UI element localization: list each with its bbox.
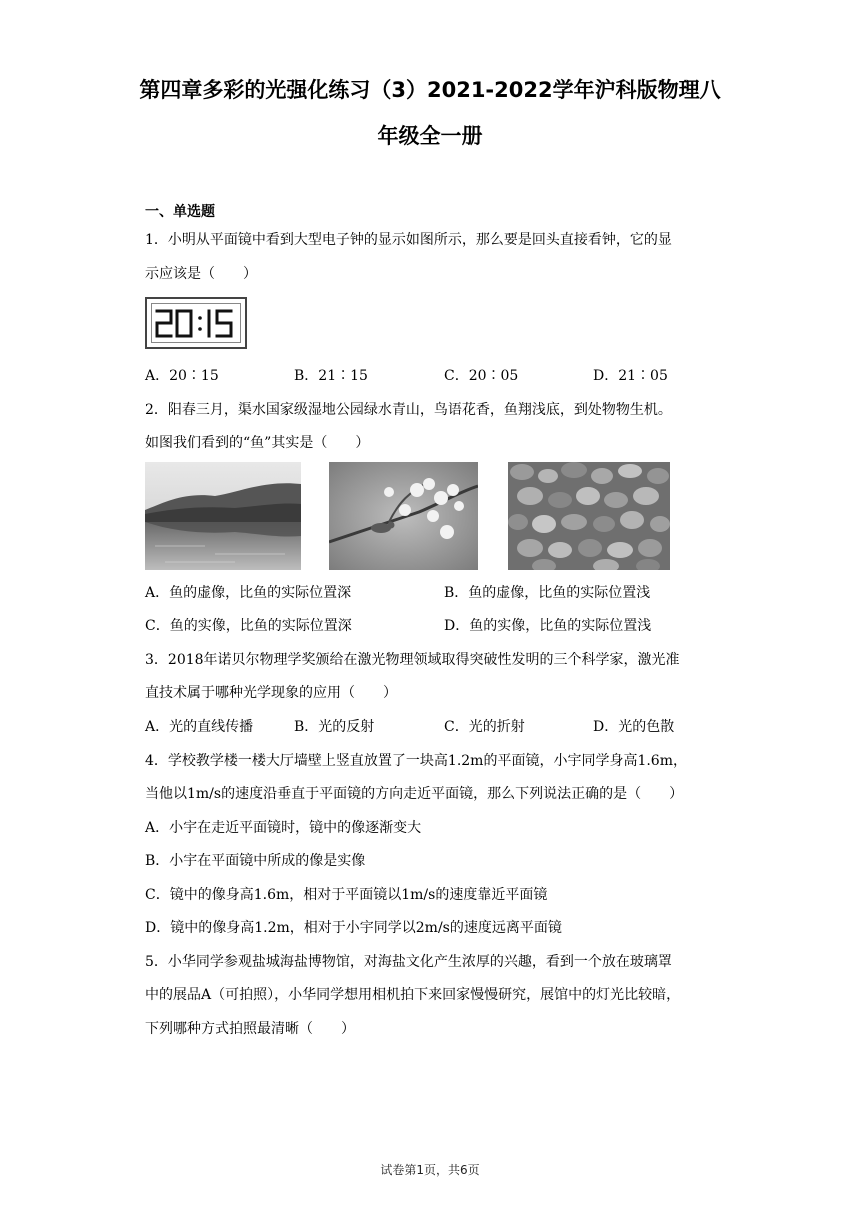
q4-option-b: B．小宇在平面镜中所成的像是实像 (145, 853, 366, 869)
section-heading: 一、单选题 (145, 204, 215, 220)
q2-option-c: C．鱼的实像，比鱼的实际位置深 (145, 618, 352, 634)
q4-stem-line2: 当他以1m/s的速度沿垂直于平面镜的方向走近平面镜，那么下列说法正确的是（ ） (145, 786, 684, 802)
q2-stem-line1: 2．阳春三月，渠水国家级湿地公园绿水青山，鸟语花香，鱼翔浅底，到处物物生机。 (145, 402, 672, 418)
q3-option-d: D．光的色散 (593, 719, 675, 735)
q2-option-d: D．鱼的实像，比鱼的实际位置浅 (444, 618, 652, 634)
clock-digits-graphic (147, 299, 245, 347)
page-footer: 试卷第1页，共6页 (380, 1163, 480, 1177)
q5-stem-line2: 中的展品A（可拍照），小华同学想用相机拍下来回家慢慢研究，展馆中的灯光比较暗， (145, 987, 681, 1003)
q2-option-a: A．鱼的虚像，比鱼的实际位置深 (145, 585, 352, 601)
pebbles-photo (508, 462, 670, 570)
q5-stem-line1: 5．小华同学参观盐城海盐博物馆，对海盐文化产生浓厚的兴趣，看到一个放在玻璃罩 (145, 954, 672, 970)
q3-option-b: B．光的反射 (294, 719, 375, 735)
q1-option-b: B．21∶15 (294, 368, 368, 384)
page-title-line1: 第四章多彩的光强化练习（3）2021-2022学年沪科版物理八 (139, 78, 721, 102)
q1-option-a: A．20∶15 (145, 368, 219, 384)
q4-option-d: D．镜中的像身高1.2m，相对于小宇同学以2m/s的速度远离平面镜 (145, 920, 562, 936)
q3-option-a: A．光的直线传播 (145, 719, 254, 735)
q1-option-d: D．21∶05 (593, 368, 668, 384)
q2-option-b: B．鱼的虚像，比鱼的实际位置浅 (444, 585, 651, 601)
q2-stem-line2: 如图我们看到的“鱼”其实是（ ） (145, 435, 370, 451)
q1-stem-line2: 示应该是（ ） (145, 266, 257, 282)
q1-stem-line1: 1．小明从平面镜中看到大型电子钟的显示如图所示，那么要是回头直接看钟，它的显 (145, 232, 672, 248)
q3-option-c: C．光的折射 (444, 719, 525, 735)
page-title-line2: 年级全一册 (377, 124, 483, 148)
q4-option-c: C．镜中的像身高1.6m，相对于平面镜以1m/s的速度靠近平面镜 (145, 887, 548, 903)
q5-stem-line3: 下列哪种方式拍照最清晰（ ） (145, 1021, 355, 1037)
q4-stem-line1: 4．学校教学楼一楼大厅墙壁上竖直放置了一块高1.2m的平面镜，小宇同学身高1.6m， (145, 753, 687, 769)
q4-option-a: A．小宇在走近平面镜时，镜中的像逐渐变大 (145, 820, 422, 836)
q1-option-c: C．20∶05 (444, 368, 519, 384)
lake-landscape-photo (145, 462, 301, 570)
digital-clock-image (145, 297, 247, 349)
q3-stem-line2: 直技术属于哪种光学现象的应用（ ） (145, 685, 397, 701)
q3-stem-line1: 3．2018年诺贝尔物理学奖颁给在激光物理领域取得突破性发明的三个科学家，激光准 (145, 652, 680, 668)
blossom-bird-photo (329, 462, 478, 570)
